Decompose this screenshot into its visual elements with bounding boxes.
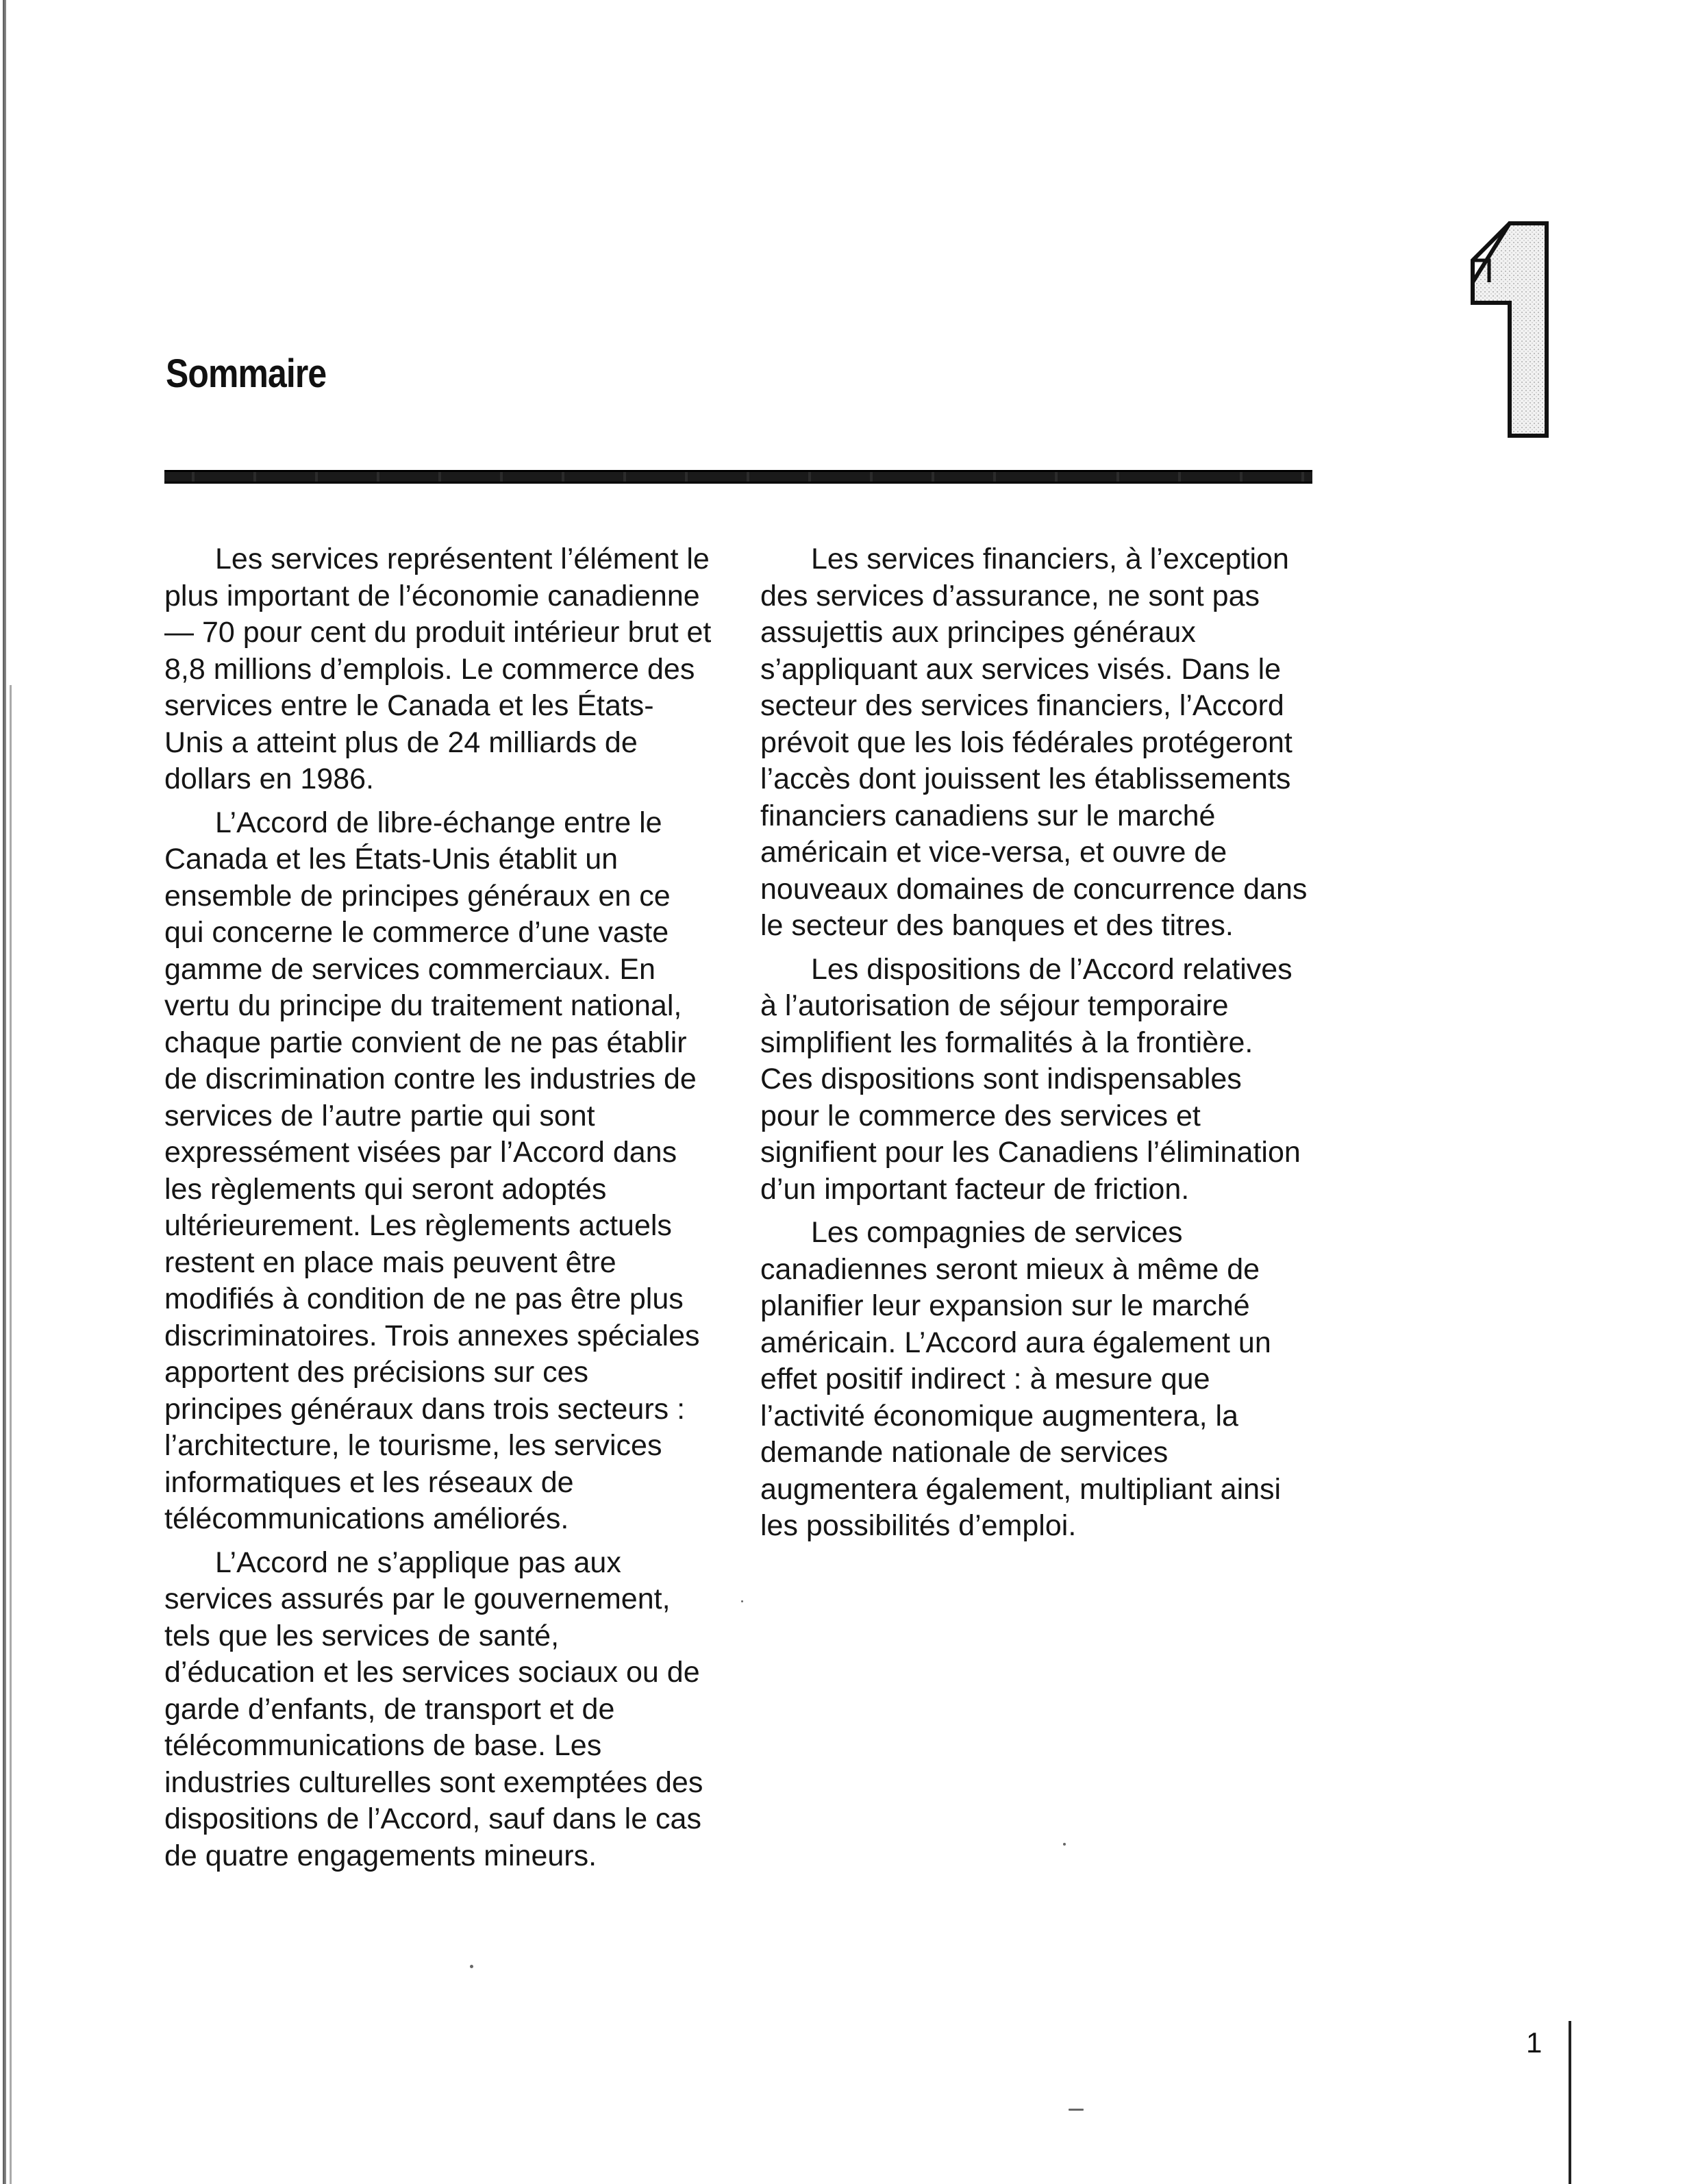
scan-speck bbox=[1069, 2109, 1084, 2111]
section-rule bbox=[164, 470, 1312, 484]
paragraph: Les services financiers, à l’exception des services d’assurance, ne sont pas assujettis aux principes généraux s’appliquant aux services visés. Dans le secteur des services financiers, l’Accord prévoit que les lois fédérales protégeront l’accès dont jouissent les établissements financiers canadiens sur le marché américain et vice-versa, et ouvre de nouveaux domaines de concurrence dans le secteur des banques et des titres. bbox=[760, 543, 1308, 942]
scan-speck bbox=[741, 1600, 743, 1602]
page-number: 1 bbox=[1526, 2026, 1543, 2059]
page-margin-bar bbox=[1569, 2021, 1571, 2184]
scan-speck bbox=[1063, 1843, 1066, 1846]
paragraph: L’Accord ne s’applique pas aux services assurés par le gouvernement, tels que les services de santé, d’éducation et les services sociaux ou de garde d’enfants, de transport et de télécommunications de base. Les industries culturelles sont exemptées des dispositions de l’Accord, sauf dans le cas de quatre engagements mineurs. bbox=[164, 1546, 703, 1872]
scan-speck bbox=[470, 1965, 473, 1968]
paragraph: Les services représentent l’élément le plus important de l’économie canadienne — 70 pour cent du produit intérieur brut et 8,8 millions d’emplois. Le commerce des services entre le Canada et les États-Unis a atteint plus de 24 milliards de dollars en 1986. bbox=[164, 543, 712, 795]
chapter-number-mark bbox=[1467, 221, 1549, 440]
right-column bbox=[760, 541, 1308, 1552]
left-column bbox=[164, 541, 712, 1881]
scan-edge-shadow-inner bbox=[10, 685, 12, 2184]
scan-edge-shadow bbox=[3, 0, 6, 2184]
paragraph: Les compagnies de services canadiennes seront mieux à même de planifier leur expansion sur le marché américain. L’Accord aura également un effet positif indirect : à mesure que l’activité économique augmentera, la demande nationale de services augmentera également, multipliant ainsi les possibilités d’emploi. bbox=[760, 1216, 1282, 1542]
paragraph: Les dispositions de l’Accord relatives à l’autorisation de séjour temporaire simplifient les formalités à la frontière. Ces dispositions sont indispensables pour le commerce des services et signifient pour les Canadiens l’élimination d’un important facteur de friction. bbox=[760, 952, 1301, 1206]
paragraph: L’Accord de libre-échange entre le Canada et les États-Unis établit un ensemble de principes généraux en ce qui concerne le commerce d’une vaste gamme de services commerciaux. En vertu du principe du traitement national, chaque partie convient de ne pas établir de discrimination contre les industries de services de l’autre partie qui sont expressément visées par l’Accord dans les règlements qui seront adoptés ultérieurement. Les règlements actuels restent en place mais peuvent être modifiés à condition de ne pas être plus discriminatoires. Trois annexes spéciales apportent des précisions sur ces principes généraux dans trois secteurs : l’architecture, le tourisme, les services informatiques et les réseaux de télécommunications améliorés. bbox=[164, 806, 700, 1535]
page-title: Sommaire bbox=[166, 351, 327, 396]
